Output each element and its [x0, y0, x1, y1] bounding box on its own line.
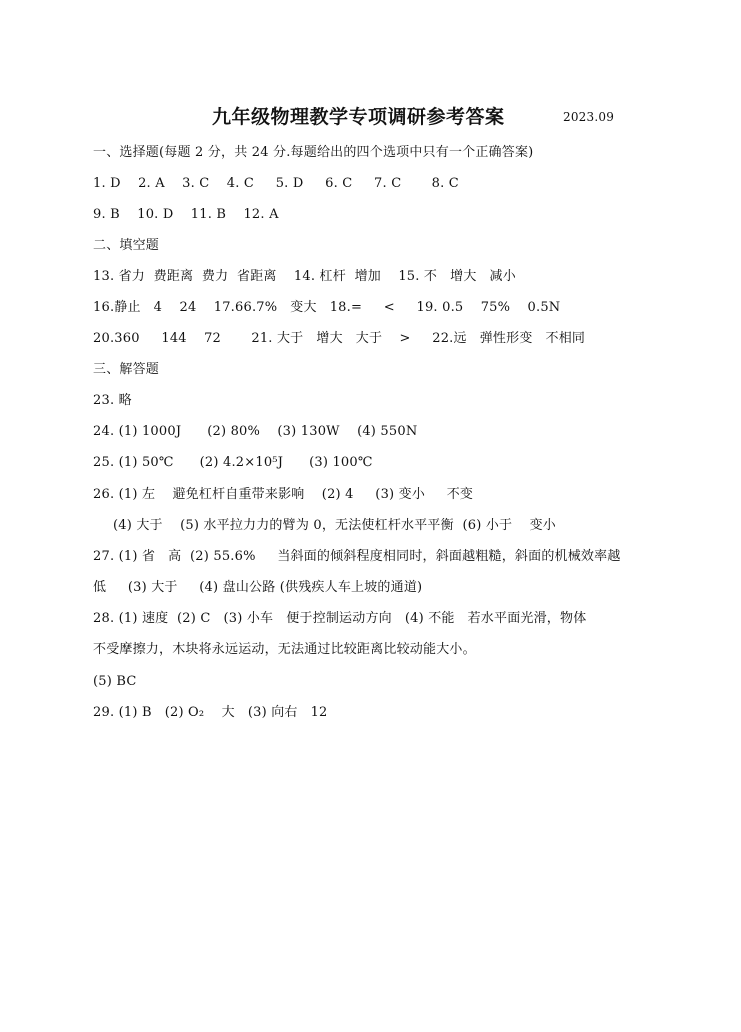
- document-date: 2023.09: [563, 110, 615, 124]
- answer-line-fill-16-19: 16.静止 4 24 17.66.7% 变大 18.= < 19. 0.5 75% 0.5N: [93, 300, 561, 315]
- section-heading-fill: 二、填空题: [93, 238, 160, 253]
- section-heading-solve: 三、解答题: [93, 362, 160, 377]
- answer-line-choice-9-12: 9. B 10. D 11. B 12. A: [93, 207, 279, 222]
- answer-line-23: 23. 略: [93, 393, 132, 408]
- answer-line-28: 28. (1) 速度 (2) C (3) 小车 便于控制运动方向 (4) 不能 若水平面光滑，物体: [93, 611, 587, 626]
- answer-line-28-continued: 不受摩擦力，木块将永远运动，无法通过比较距离比较动能大小。: [93, 642, 476, 657]
- answer-line-26: 26. (1) 左 避免杠杆自重带来影响 (2) 4 (3) 变小 不变: [93, 487, 474, 502]
- answer-line-25: 25. (1) 50℃ (2) 4.2×10⁵J (3) 100℃: [93, 455, 373, 470]
- answer-line-27-continued: 低 (3) 大于 (4) 盘山公路 (供残疾人车上坡的通道): [93, 580, 423, 595]
- section-heading-choice: 一、选择题(每题 2 分，共 24 分.每题给出的四个选项中只有一个正确答案): [93, 145, 534, 160]
- answer-line-28-part5: (5) BC: [93, 674, 137, 689]
- answer-line-27: 27. (1) 省 高 (2) 55.6% 当斜面的倾斜程度相同时，斜面越粗糙，斜面的机械效率越: [93, 549, 621, 564]
- answer-line-26-continued: (4) 大于 (5) 水平拉力力的臂为 0，无法使杠杆水平平衡 (6) 小于 变小: [113, 518, 556, 533]
- document-title: 九年级物理教学专项调研参考答案: [212, 106, 505, 128]
- answer-line-24: 24. (1) 1000J (2) 80% (3) 130W (4) 550N: [93, 424, 418, 439]
- title-row: [0, 102, 741, 132]
- answer-line-fill-13-15: 13. 省力 费距离 费力 省距离 14. 杠杆 增加 15. 不 增大 减小: [93, 269, 516, 284]
- answer-line-fill-20-22: 20.360 144 72 21. 大于 增大 大于 > 22.远 弹性形变 不相同: [93, 331, 586, 346]
- answer-line-29: 29. (1) B (2) O₂ 大 (3) 向右 12: [93, 705, 328, 720]
- answer-line-choice-1-8: 1. D 2. A 3. C 4. C 5. D 6. C 7. C 8. C: [93, 176, 459, 191]
